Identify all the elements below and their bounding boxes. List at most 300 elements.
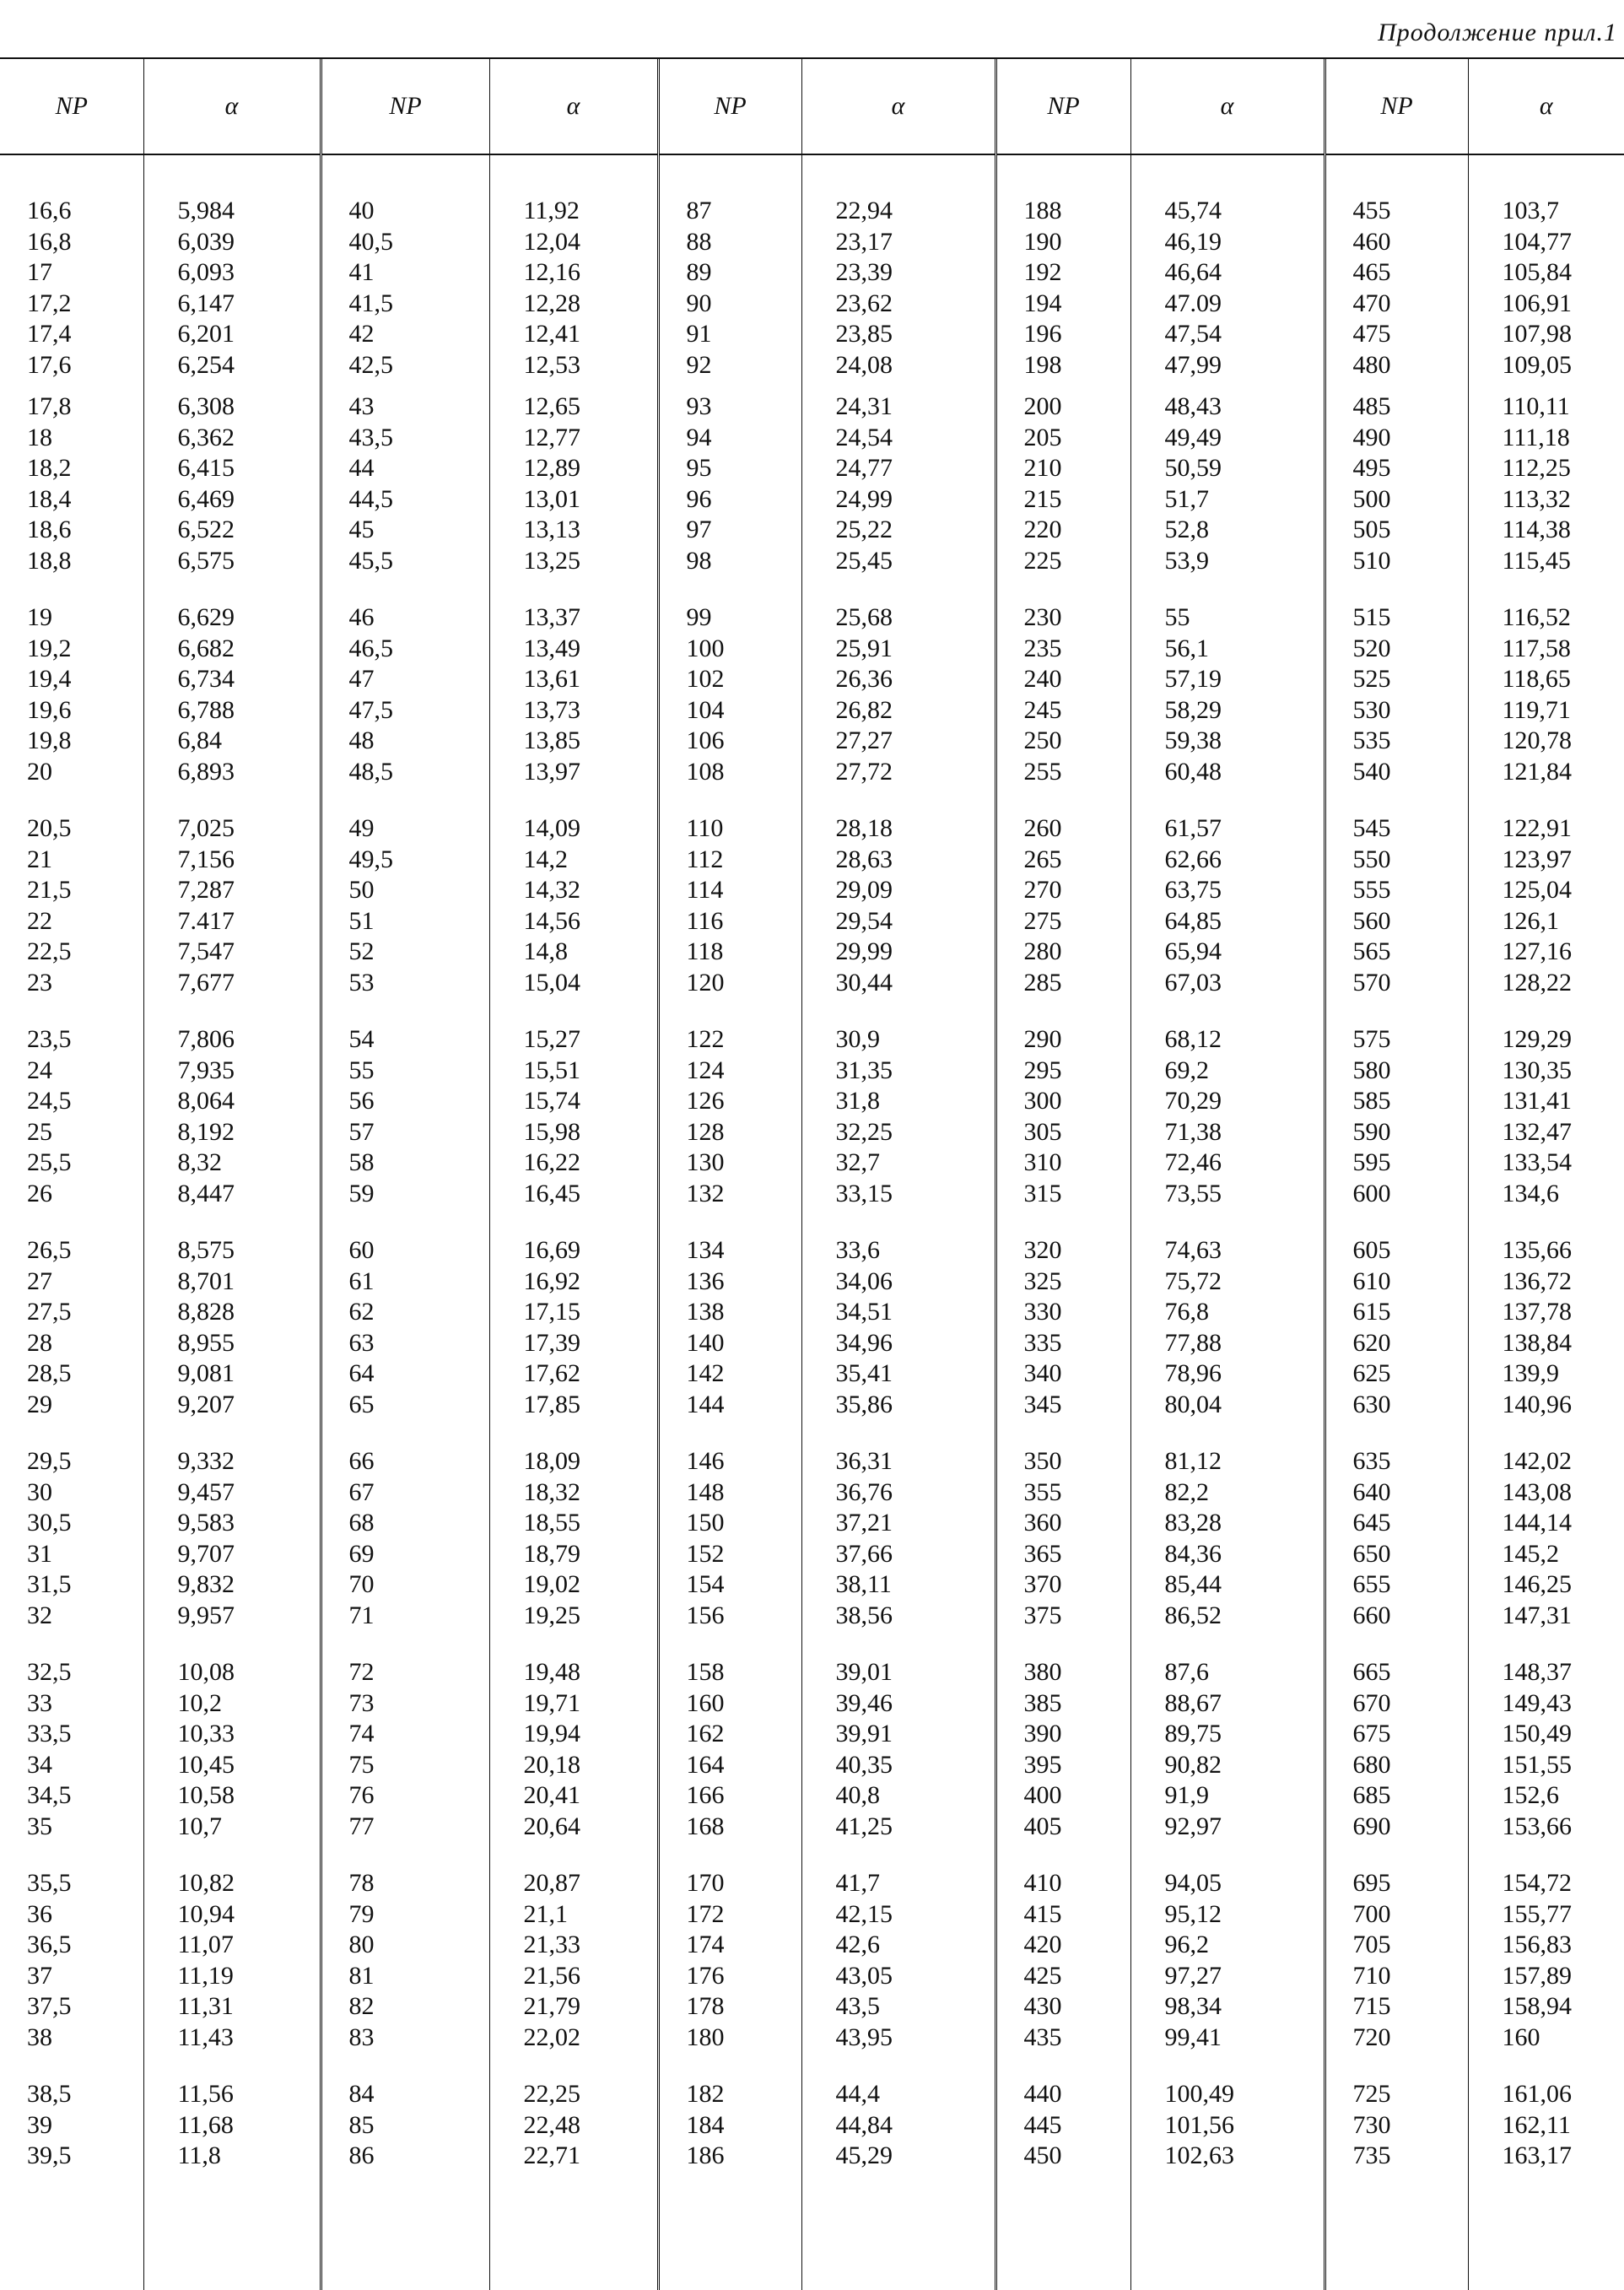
np-value: 37,5: [0, 1991, 143, 2023]
alpha-value: 99,41: [1131, 2023, 1324, 2054]
alpha-value: 13,97: [490, 757, 657, 788]
np-value: 530: [1326, 695, 1468, 726]
alpha-value: 21,56: [490, 1961, 657, 1992]
np-value: 96: [660, 484, 801, 516]
alpha-column-cell: [1468, 1235, 1624, 1446]
np-column-cell: [321, 154, 489, 392]
alpha-column-cell: [489, 1446, 658, 1657]
np-value: 50: [322, 875, 489, 906]
np-value: 130: [660, 1148, 801, 1179]
alpha-value: 11,31: [144, 1991, 320, 2023]
alpha-value: 158,94: [1469, 1991, 1624, 2023]
alpha-column-cell: [489, 1235, 658, 1446]
np-value: 56: [322, 1086, 489, 1117]
alpha-value: 7,806: [144, 1024, 320, 1056]
np-column-cell: [658, 154, 801, 392]
np-value: 19,8: [0, 726, 143, 757]
alpha-value: 137,78: [1469, 1297, 1624, 1328]
alpha-value: 65,94: [1131, 937, 1324, 968]
alpha-value: 27,27: [802, 726, 995, 757]
alpha-value: 40,35: [802, 1750, 995, 1781]
page-caption: Продолжение прил.1: [1378, 19, 1617, 47]
table-row-group: [0, 1235, 1624, 1446]
alpha-value: 22,71: [490, 2141, 657, 2172]
alpha-value: 47,54: [1131, 319, 1324, 350]
table-row-group: [0, 1446, 1624, 1657]
alpha-value: 95,12: [1131, 1899, 1324, 1931]
alpha-column-cell: [801, 1235, 995, 1446]
np-value: 18,6: [0, 515, 143, 546]
np-value: 84: [322, 2079, 489, 2110]
alpha-value: 35,86: [802, 1390, 995, 1421]
np-value: 415: [997, 1899, 1130, 1931]
alpha-value: 43,5: [802, 1991, 995, 2023]
np-column-cell: [658, 2079, 801, 2290]
alpha-column-cell: [489, 1024, 658, 1235]
np-value: 205: [997, 423, 1130, 454]
alpha-value: 31,35: [802, 1056, 995, 1087]
alpha-value: 121,84: [1469, 757, 1624, 788]
np-value: 28,5: [0, 1358, 143, 1390]
np-value: 66: [322, 1446, 489, 1477]
np-value: 194: [997, 289, 1130, 320]
table-header: [0, 59, 1624, 154]
alpha-value: 70,29: [1131, 1086, 1324, 1117]
np-value: 192: [997, 257, 1130, 289]
alpha-value: 13,37: [490, 602, 657, 634]
alpha-value: 125,04: [1469, 875, 1624, 906]
alpha-value: 43,05: [802, 1961, 995, 1992]
np-value: 225: [997, 546, 1130, 577]
alpha-value: 18,55: [490, 1508, 657, 1539]
alpha-value: 126,1: [1469, 906, 1624, 937]
alpha-value: 46,19: [1131, 227, 1324, 258]
alpha-value: 18,09: [490, 1446, 657, 1477]
np-value: 32,5: [0, 1657, 143, 1688]
np-value: 475: [1326, 319, 1468, 350]
alpha-value: 20,18: [490, 1750, 657, 1781]
alpha-column-cell: [1468, 392, 1624, 602]
np-value: 76: [322, 1780, 489, 1812]
alpha-value: 94,05: [1131, 1868, 1324, 1899]
np-value: 112: [660, 845, 801, 876]
alpha-value: 11,68: [144, 2110, 320, 2141]
np-value: 545: [1326, 813, 1468, 845]
alpha-value: 9,707: [144, 1539, 320, 1570]
alpha-value: 10,94: [144, 1899, 320, 1931]
alpha-column-cell: [143, 2079, 321, 2290]
alpha-value: 11,8: [144, 2141, 320, 2172]
alpha-value: 11,07: [144, 1930, 320, 1961]
alpha-value: 8,447: [144, 1179, 320, 1210]
alpha-value: 149,43: [1469, 1688, 1624, 1720]
np-value: 91: [660, 319, 801, 350]
alpha-column-cell: [143, 1446, 321, 1657]
np-column-cell: [0, 2079, 143, 2290]
np-value: 126: [660, 1086, 801, 1117]
alpha-column-cell: [1130, 1024, 1325, 1235]
np-value: 62: [322, 1297, 489, 1328]
np-column-cell: [1325, 1024, 1468, 1235]
np-value: 168: [660, 1812, 801, 1843]
np-value: 200: [997, 392, 1130, 423]
alpha-column-cell: [1130, 602, 1325, 813]
np-value: 114: [660, 875, 801, 906]
np-value: 42: [322, 319, 489, 350]
alpha-column-cell: [143, 1235, 321, 1446]
np-value: 35,5: [0, 1868, 143, 1899]
header-alpha-1: α: [143, 59, 321, 154]
alpha-value: 11,56: [144, 2079, 320, 2110]
np-value: 350: [997, 1446, 1130, 1477]
np-value: 87: [660, 196, 801, 227]
np-value: 49,5: [322, 845, 489, 876]
alpha-value: 14,09: [490, 813, 657, 845]
np-value: 29,5: [0, 1446, 143, 1477]
alpha-value: 100,49: [1131, 2079, 1324, 2110]
alpha-value: 33,15: [802, 1179, 995, 1210]
alpha-value: 104,77: [1469, 227, 1624, 258]
alpha-value: 55: [1131, 602, 1324, 634]
np-value: 27: [0, 1267, 143, 1298]
table-row-group: [0, 154, 1624, 392]
np-value: 305: [997, 1117, 1130, 1148]
alpha-value: 72,46: [1131, 1148, 1324, 1179]
np-column-cell: [658, 1024, 801, 1235]
np-value: 695: [1326, 1868, 1468, 1899]
alpha-value: 23,17: [802, 227, 995, 258]
alpha-value: 48,43: [1131, 392, 1324, 423]
alpha-value: 53,9: [1131, 546, 1324, 577]
alpha-value: 73,55: [1131, 1179, 1324, 1210]
alpha-value: 26,36: [802, 664, 995, 695]
alpha-column-cell: [143, 813, 321, 1024]
alpha-value: 20,87: [490, 1868, 657, 1899]
alpha-value: 23,85: [802, 319, 995, 350]
np-value: 310: [997, 1148, 1130, 1179]
alpha-value: 8,575: [144, 1235, 320, 1267]
alpha-value: 23,39: [802, 257, 995, 289]
np-value: 90: [660, 289, 801, 320]
np-value: 24: [0, 1056, 143, 1087]
np-value: 360: [997, 1508, 1130, 1539]
alpha-value: 59,38: [1131, 726, 1324, 757]
np-value: 51: [322, 906, 489, 937]
alpha-value: 52,8: [1131, 515, 1324, 546]
np-value: 83: [322, 2023, 489, 2054]
alpha-value: 76,8: [1131, 1297, 1324, 1328]
np-value: 375: [997, 1601, 1130, 1632]
alpha-value: 13,01: [490, 484, 657, 516]
alpha-value: 10,58: [144, 1780, 320, 1812]
alpha-value: 62,66: [1131, 845, 1324, 876]
np-value: 540: [1326, 757, 1468, 788]
np-value: 81: [322, 1961, 489, 1992]
alpha-column-cell: [143, 1657, 321, 1868]
np-value: 30: [0, 1477, 143, 1509]
alpha-value: 6,147: [144, 289, 320, 320]
alpha-value: 8,32: [144, 1148, 320, 1179]
np-column-cell: [1325, 154, 1468, 392]
np-value: 41: [322, 257, 489, 289]
np-value: 525: [1326, 664, 1468, 695]
np-value: 505: [1326, 515, 1468, 546]
alpha-value: 112,25: [1469, 453, 1624, 484]
np-value: 295: [997, 1056, 1130, 1087]
alpha-value: 39,01: [802, 1657, 995, 1688]
alpha-value: 151,55: [1469, 1750, 1624, 1781]
np-value: 43,5: [322, 423, 489, 454]
alpha-value: 45,74: [1131, 196, 1324, 227]
np-value: 18,4: [0, 484, 143, 516]
alpha-column-cell: [1468, 813, 1624, 1024]
np-value: 46: [322, 602, 489, 634]
alpha-value: 38,56: [802, 1601, 995, 1632]
np-value: 560: [1326, 906, 1468, 937]
header-np-3: NP: [658, 59, 801, 154]
alpha-value: 127,16: [1469, 937, 1624, 968]
np-column-cell: [995, 1235, 1130, 1446]
np-value: 88: [660, 227, 801, 258]
alpha-value: 83,28: [1131, 1508, 1324, 1539]
np-column-cell: [0, 1446, 143, 1657]
np-value: 455: [1326, 196, 1468, 227]
np-value: 23: [0, 968, 143, 999]
np-value: 725: [1326, 2079, 1468, 2110]
np-value: 98: [660, 546, 801, 577]
alpha-value: 6,308: [144, 392, 320, 423]
alpha-value: 106,91: [1469, 289, 1624, 320]
np-column-cell: [995, 1868, 1130, 2079]
np-column-cell: [658, 392, 801, 602]
alpha-value: 29,09: [802, 875, 995, 906]
alpha-value: 130,35: [1469, 1056, 1624, 1087]
alpha-value: 5,984: [144, 196, 320, 227]
np-value: 190: [997, 227, 1130, 258]
alpha-column-cell: [801, 1657, 995, 1868]
alpha-value: 8,064: [144, 1086, 320, 1117]
np-value: 33: [0, 1688, 143, 1720]
np-column-cell: [1325, 602, 1468, 813]
np-value: 17,4: [0, 319, 143, 350]
np-value: 32: [0, 1601, 143, 1632]
alpha-value: 102,63: [1131, 2141, 1324, 2172]
alpha-value: 10,08: [144, 1657, 320, 1688]
np-value: 72: [322, 1657, 489, 1688]
alpha-value: 15,27: [490, 1024, 657, 1056]
np-column-cell: [321, 1446, 489, 1657]
np-value: 176: [660, 1961, 801, 1992]
np-value: 650: [1326, 1539, 1468, 1570]
alpha-column-cell: [801, 1868, 995, 2079]
alpha-value: 39,91: [802, 1719, 995, 1750]
alpha-value: 24,99: [802, 484, 995, 516]
np-value: 270: [997, 875, 1130, 906]
np-value: 450: [997, 2141, 1130, 2172]
alpha-value: 7.417: [144, 906, 320, 937]
np-value: 68: [322, 1508, 489, 1539]
np-value: 600: [1326, 1179, 1468, 1210]
np-value: 265: [997, 845, 1130, 876]
alpha-value: 74,63: [1131, 1235, 1324, 1267]
alpha-value: 11,19: [144, 1961, 320, 1992]
alpha-column-cell: [489, 2079, 658, 2290]
np-column-cell: [995, 1024, 1130, 1235]
np-value: 465: [1326, 257, 1468, 289]
np-value: 685: [1326, 1780, 1468, 1812]
np-value: 605: [1326, 1235, 1468, 1267]
alpha-value: 163,17: [1469, 2141, 1624, 2172]
table-body: [0, 154, 1624, 2290]
alpha-value: 24,08: [802, 350, 995, 381]
alpha-column-cell: [143, 154, 321, 392]
alpha-value: 45,29: [802, 2141, 995, 2172]
alpha-value: 132,47: [1469, 1117, 1624, 1148]
alpha-value: 81,12: [1131, 1446, 1324, 1477]
np-value: 420: [997, 1930, 1130, 1961]
alpha-value: 12,04: [490, 227, 657, 258]
alpha-column-cell: [489, 1657, 658, 1868]
alpha-value: 25,22: [802, 515, 995, 546]
alpha-column-cell: [489, 1868, 658, 2079]
np-value: 34: [0, 1750, 143, 1781]
alpha-value: 36,76: [802, 1477, 995, 1509]
np-value: 535: [1326, 726, 1468, 757]
alpha-value: 17,85: [490, 1390, 657, 1421]
alpha-value: 16,92: [490, 1267, 657, 1298]
np-value: 144: [660, 1390, 801, 1421]
np-value: 355: [997, 1477, 1130, 1509]
np-value: 69: [322, 1539, 489, 1570]
np-value: 97: [660, 515, 801, 546]
alpha-value: 34,96: [802, 1328, 995, 1359]
alpha-value: 162,11: [1469, 2110, 1624, 2141]
alpha-value: 148,37: [1469, 1657, 1624, 1688]
alpha-value: 75,72: [1131, 1267, 1324, 1298]
alpha-value: 9,957: [144, 1601, 320, 1632]
table-row-group: [0, 1024, 1624, 1235]
alpha-value: 14,56: [490, 906, 657, 937]
np-value: 18,8: [0, 546, 143, 577]
alpha-column-cell: [1468, 2079, 1624, 2290]
alpha-value: 135,66: [1469, 1235, 1624, 1267]
alpha-value: 31,8: [802, 1086, 995, 1117]
np-value: 500: [1326, 484, 1468, 516]
header-alpha-3: α: [801, 59, 995, 154]
np-value: 150: [660, 1508, 801, 1539]
alpha-value: 9,832: [144, 1569, 320, 1601]
np-value: 140: [660, 1328, 801, 1359]
alpha-value: 118,65: [1469, 664, 1624, 695]
alpha-value: 134,6: [1469, 1179, 1624, 1210]
np-value: 31: [0, 1539, 143, 1570]
np-column-cell: [1325, 1657, 1468, 1868]
np-value: 99: [660, 602, 801, 634]
np-value: 38,5: [0, 2079, 143, 2110]
alpha-value: 9,332: [144, 1446, 320, 1477]
alpha-value: 16,45: [490, 1179, 657, 1210]
np-value: 255: [997, 757, 1130, 788]
np-value: 380: [997, 1657, 1130, 1688]
np-value: 188: [997, 196, 1130, 227]
alpha-column-cell: [1468, 1868, 1624, 2079]
np-value: 108: [660, 757, 801, 788]
np-value: 60: [322, 1235, 489, 1267]
alpha-value: 82,2: [1131, 1477, 1324, 1509]
alpha-value: 17,39: [490, 1328, 657, 1359]
np-value: 104: [660, 695, 801, 726]
alpha-value: 146,25: [1469, 1569, 1624, 1601]
np-value: 47: [322, 664, 489, 695]
np-value: 116: [660, 906, 801, 937]
np-value: 37: [0, 1961, 143, 1992]
np-value: 162: [660, 1719, 801, 1750]
np-value: 44: [322, 453, 489, 484]
table-row-group: [0, 1657, 1624, 1868]
np-value: 365: [997, 1539, 1130, 1570]
np-value: 480: [1326, 350, 1468, 381]
np-value: 82: [322, 1991, 489, 2023]
np-value: 655: [1326, 1569, 1468, 1601]
np-value: 46,5: [322, 634, 489, 665]
np-value: 138: [660, 1297, 801, 1328]
alpha-value: 131,41: [1469, 1086, 1624, 1117]
np-value: 20: [0, 757, 143, 788]
alpha-value: 30,44: [802, 968, 995, 999]
np-value: 385: [997, 1688, 1130, 1720]
np-value: 128: [660, 1117, 801, 1148]
np-value: 77: [322, 1812, 489, 1843]
np-column-cell: [321, 1868, 489, 2079]
np-value: 45,5: [322, 546, 489, 577]
np-value: 31,5: [0, 1569, 143, 1601]
np-value: 48: [322, 726, 489, 757]
alpha-value: 12,41: [490, 319, 657, 350]
alpha-value: 14,2: [490, 845, 657, 876]
np-value: 172: [660, 1899, 801, 1931]
alpha-value: 6,575: [144, 546, 320, 577]
header-np-5: NP: [1325, 59, 1468, 154]
np-column-cell: [0, 813, 143, 1024]
alpha-value: 60,48: [1131, 757, 1324, 788]
np-value: 21: [0, 845, 143, 876]
alpha-value: 21,79: [490, 1991, 657, 2023]
np-column-cell: [321, 1657, 489, 1868]
np-value: 570: [1326, 968, 1468, 999]
np-value: 33,5: [0, 1719, 143, 1750]
np-value: 124: [660, 1056, 801, 1087]
np-value: 39,5: [0, 2141, 143, 2172]
alpha-value: 18,79: [490, 1539, 657, 1570]
np-value: 100: [660, 634, 801, 665]
alpha-value: 154,72: [1469, 1868, 1624, 1899]
np-value: 230: [997, 602, 1130, 634]
np-value: 335: [997, 1328, 1130, 1359]
np-value: 675: [1326, 1719, 1468, 1750]
alpha-value: 68,12: [1131, 1024, 1324, 1056]
np-value: 220: [997, 515, 1130, 546]
alpha-column-cell: [801, 392, 995, 602]
alpha-value: 6,629: [144, 602, 320, 634]
alpha-value: 129,29: [1469, 1024, 1624, 1056]
alpha-value: 143,08: [1469, 1477, 1624, 1509]
alpha-value: 136,72: [1469, 1267, 1624, 1298]
np-value: 25: [0, 1117, 143, 1148]
np-value: 615: [1326, 1297, 1468, 1328]
alpha-value: 19,02: [490, 1569, 657, 1601]
alpha-value: 39,46: [802, 1688, 995, 1720]
alpha-value: 128,22: [1469, 968, 1624, 999]
